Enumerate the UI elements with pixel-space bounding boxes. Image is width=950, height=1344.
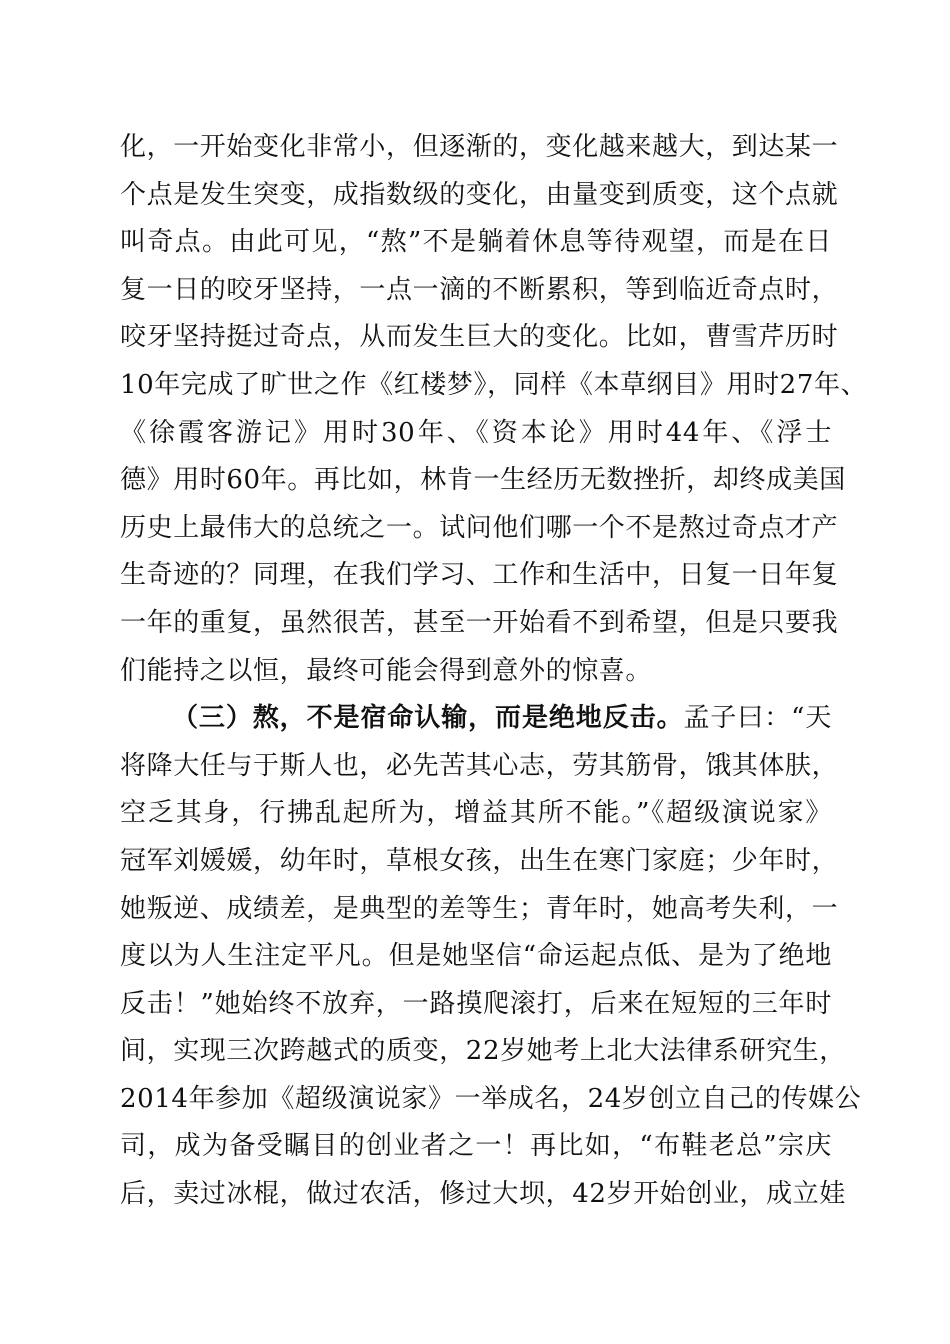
paragraph-line: 空乏其身，行拂乱起所为，增益其所不能。”《超级演说家》 — [120, 798, 832, 829]
paragraph-line: 将降大任与于斯人也，必先苦其心志，劳其筋骨，饿其体肤， — [120, 750, 839, 781]
paragraph-line: 冠军刘媛媛，幼年时，草根女孩，出生在寒门家庭；少年时， — [120, 845, 839, 876]
paragraph-line: 间，实现三次跨越式的质变，22岁她考上北大法律系研究生， — [120, 1036, 846, 1067]
paragraph-line: 历史上最伟大的总统之一。试问他们哪一个不是熬过奇点才产 — [120, 512, 839, 543]
paragraph-line: 德》用时60年。再比如，林肯一生经历无数挫折，却终成美国 — [120, 465, 846, 496]
paragraph-line: 度以为人生注定平凡。但是她坚信“命运起点低、是为了绝地 — [120, 941, 832, 972]
paragraph-line: 个点是发生突变，成指数级的变化，由量变到质变，这个点就 — [120, 179, 839, 210]
paragraph-line: 叫奇点。由此可见，“熬”不是躺着休息等待观望，而是在日 — [120, 227, 832, 258]
section-heading: （三）熬，不是宿命认输，而是绝地反击。 — [172, 703, 684, 734]
paragraph-line: 化，一开始变化非常小，但逐渐的，变化越来越大，到达某一 — [120, 132, 839, 162]
paragraph-line: 一年的重复，虽然很苦，甚至一开始看不到希望，但是只要我 — [120, 607, 839, 638]
section-first-line — [120, 695, 832, 743]
body-text — [120, 124, 868, 1219]
paragraph-line: 咬牙坚持挺过奇点，从而发生巨大的变化。比如，曹雪芹历时 — [120, 322, 839, 353]
paragraph-line: 《徐霞客游记》用时30年、《资本论》用时44年、《浮士 — [120, 417, 832, 448]
paragraph-line: 2014年参加《超级演说家》一举成名，24岁创立自己的传媒公 — [120, 1083, 862, 1114]
paragraph-line: 生奇迹的？同理，在我们学习、工作和生活中，日复一日年复 — [120, 560, 839, 591]
paragraph-line: 们能持之以恒，最终可能会得到意外的惊喜。 — [120, 655, 653, 686]
paragraph-line: 反击！”她始终不放弃，一路摸爬滚打，后来在短短的三年时 — [120, 988, 832, 1019]
paragraph-line: 10年完成了旷世之作《红楼梦》，同样《本草纲目》用时27年、 — [120, 369, 868, 400]
paragraph-line: 后，卖过冰棍，做过农活，修过大坝，42岁开始创业，成立娃 — [120, 1179, 846, 1210]
paragraph-line: 复一日的咬牙坚持，一点一滴的不断累积，等到临近奇点时， — [120, 274, 839, 305]
section-first-line-rest: 孟子曰：“天 — [683, 703, 832, 734]
paragraph-line: 司，成为备受瞩目的创业者之一！再比如，“布鞋老总”宗庆 — [120, 1131, 832, 1162]
paragraph-line: 她叛逆、成绩差，是典型的差等生；青年时，她高考失利，一 — [120, 893, 839, 924]
